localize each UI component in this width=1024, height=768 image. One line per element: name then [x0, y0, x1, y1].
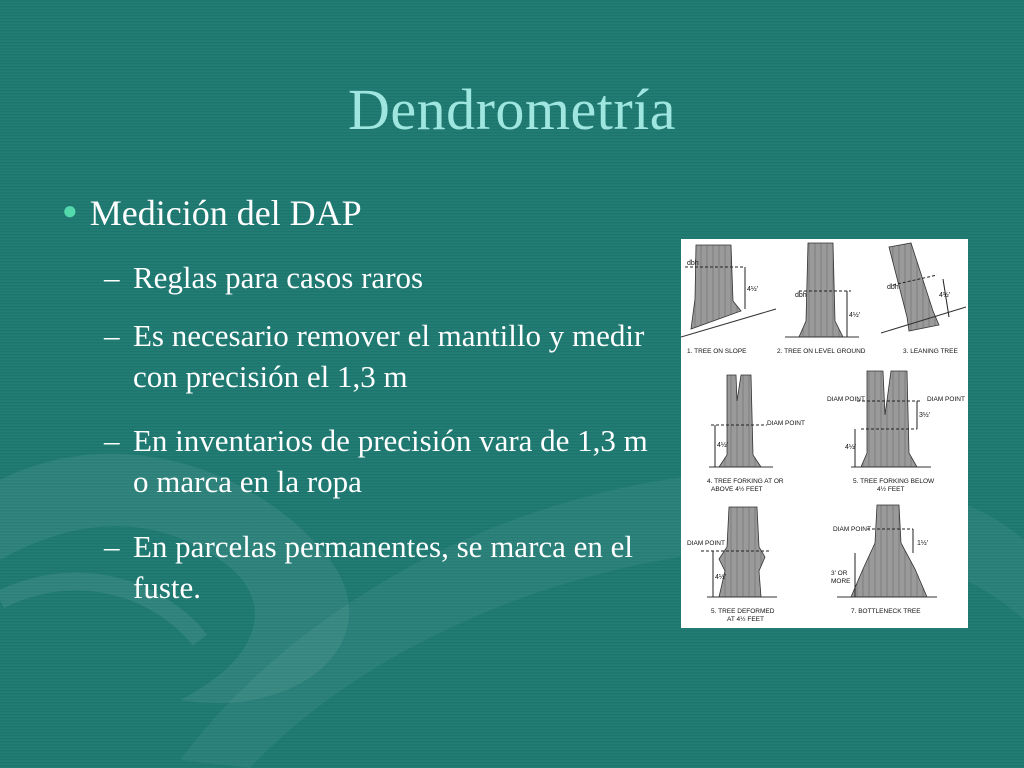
- panel-fork-above: [707, 375, 805, 493]
- dbh-diagram: [681, 239, 968, 628]
- caption-6b: AT 4½ FEET: [727, 616, 764, 623]
- sub-item-text: Reglas para casos raros: [133, 260, 424, 295]
- caption-5a: 5. TREE FORKING BELOW: [853, 478, 935, 485]
- diam-point-label: DIAM POINT: [827, 396, 865, 403]
- height-label: 4½': [747, 286, 759, 293]
- dbh-label: dbh: [887, 284, 899, 291]
- height-label: 1½': [917, 540, 929, 547]
- height-label: 4½': [849, 312, 861, 319]
- panel-bottleneck: [831, 505, 937, 615]
- dash-marker: –: [104, 423, 120, 458]
- height-label: 4½': [717, 442, 729, 449]
- dash-marker: –: [104, 260, 120, 295]
- height-label: 3½': [919, 412, 931, 419]
- diam-point-label: DIAM POINT: [833, 526, 871, 533]
- caption-6a: 5. TREE DEFORMED: [711, 608, 775, 615]
- caption-7: 7. BOTTLENECK TREE: [851, 608, 921, 615]
- height-label: 4½': [715, 574, 727, 581]
- panel-deformed: [687, 507, 777, 623]
- height-label: 4½': [845, 444, 857, 451]
- bullet-dot-icon: ●: [62, 196, 78, 225]
- main-bullet: [62, 192, 362, 234]
- caption-2: 2. TREE ON LEVEL GROUND: [777, 348, 866, 355]
- dbh-label: dbh: [795, 292, 807, 299]
- dash-marker: –: [104, 529, 120, 564]
- dash-marker: –: [104, 318, 120, 353]
- panel-fork-below: [827, 371, 965, 493]
- sub-item-1: [104, 257, 664, 298]
- caption-4b: ABOVE 4½ FEET: [711, 486, 763, 493]
- sub-item-2: [104, 315, 664, 397]
- sub-item-text: Es necesario remover el mantillo y medir con precisión el 1,3 m: [133, 318, 645, 394]
- caption-1: 1. TREE ON SLOPE: [687, 348, 747, 355]
- diam-point-label: DIAM POINT: [767, 420, 805, 427]
- sub-item-text: En inventarios de precisión vara de 1,3 m o marca en la ropa: [133, 423, 648, 499]
- slide-title: Dendrometría: [347, 77, 677, 142]
- panel-leaning-tree: [881, 243, 966, 355]
- panel-tree-on-slope: [681, 245, 776, 355]
- caption-3: 3. LEANING TREE: [903, 348, 958, 355]
- caption-5b: 4½ FEET: [877, 486, 905, 493]
- three-or-more-label: MORE: [831, 578, 851, 585]
- caption-4a: 4. TREE FORKING AT OR: [707, 478, 784, 485]
- diam-point-label: DIAM POINT: [687, 540, 725, 547]
- panel-tree-on-level-ground: [777, 243, 866, 355]
- sub-item-3: [104, 420, 664, 502]
- three-or-more-label: 3' OR: [831, 570, 848, 577]
- dbh-label: dbh: [687, 260, 699, 267]
- height-label: 4½': [939, 292, 951, 299]
- dbh-diagram-figure: [681, 239, 968, 628]
- sub-item-4: [104, 526, 664, 608]
- main-bullet-text: Medición del DAP: [89, 193, 362, 233]
- sub-item-text: En parcelas permanentes, se marca en el fuste.: [133, 529, 634, 605]
- diam-point-label: DIAM POINT: [927, 396, 965, 403]
